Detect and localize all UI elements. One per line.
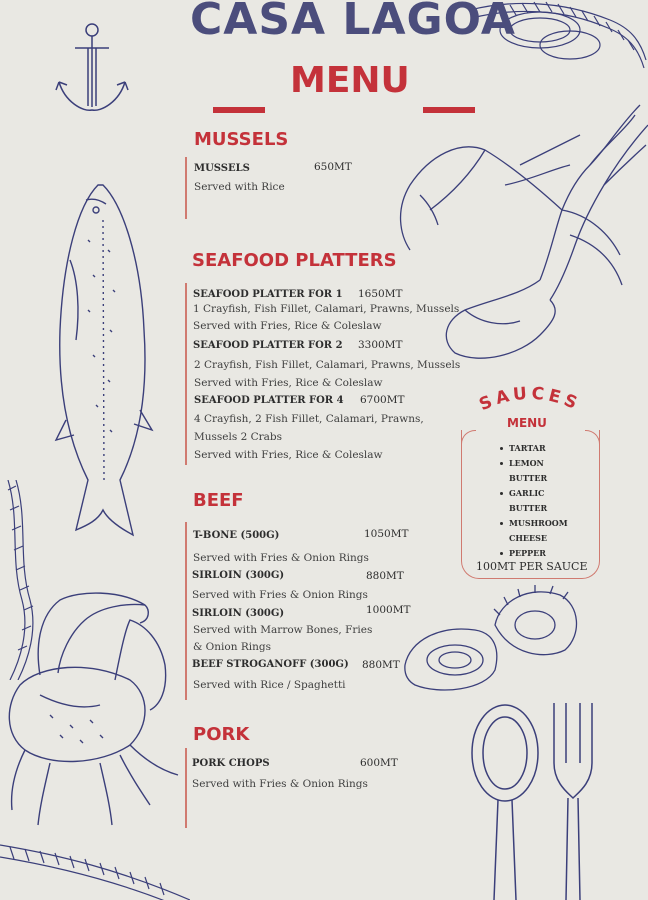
item-price: 6700MT — [360, 394, 405, 406]
menu-title: MENU — [290, 60, 410, 101]
bullet — [500, 552, 503, 555]
item-description: & Onion Rings — [193, 641, 271, 653]
item-name: BEEF STROGANOFF (300G) — [192, 659, 349, 670]
sauces-title-text: SAUCES — [476, 383, 584, 416]
item-description: Served with Fries & Onion Rings — [193, 552, 369, 564]
sauce-item: MUSHROOM — [509, 518, 568, 528]
section-bar — [185, 157, 187, 219]
item-description: Served with Rice / Spaghetti — [193, 679, 346, 691]
item-description: Served with Rice — [194, 181, 285, 193]
item-price: 3300MT — [358, 339, 403, 351]
bullet — [500, 447, 503, 450]
sauce-item: CHEESE — [509, 533, 547, 543]
item-description: Served with Fries, Rice & Coleslaw — [194, 377, 383, 389]
item-price: 1050MT — [364, 528, 409, 540]
section-title-pork: PORK — [193, 724, 250, 745]
item-name: SIRLOIN (300G) — [192, 608, 285, 619]
item-name: PORK CHOPS — [192, 758, 270, 769]
item-price: 650MT — [314, 161, 352, 173]
section-title-mussels: MUSSELS — [194, 129, 289, 150]
sauces-title — [468, 380, 592, 420]
item-description: 1 Crayfish, Fish Fillet, Calamari, Prawns, Mussels — [193, 303, 460, 315]
svg-text:SAUCES — [476, 384, 583, 415]
lobster-icon — [390, 95, 648, 370]
item-name: SIRLOIN (300G) — [192, 570, 285, 581]
item-price: 880MT — [362, 659, 400, 671]
item-description: 4 Crayfish, 2 Fish Fillet, Calamari, Prawns, — [194, 413, 424, 425]
divider — [213, 107, 265, 113]
fish-icon — [48, 180, 158, 550]
divider — [423, 107, 475, 113]
sauce-item: BUTTER — [509, 473, 548, 483]
anchor-icon — [55, 22, 130, 117]
item-description: Mussels 2 Crabs — [194, 431, 283, 443]
section-bar — [185, 748, 187, 828]
item-description: Served with Fries & Onion Rings — [192, 778, 368, 790]
item-price: 1000MT — [366, 604, 411, 616]
item-price: 600MT — [360, 757, 398, 769]
item-name: SEAFOOD PLATTER FOR 4 — [194, 395, 344, 406]
bullet — [500, 492, 503, 495]
item-name: SEAFOOD PLATTER FOR 1 — [193, 289, 343, 300]
restaurant-name: CASA LAGOA — [190, 0, 516, 45]
item-name: T-BONE (500G) — [193, 530, 280, 541]
bullet — [500, 522, 503, 525]
rope-icon — [0, 825, 190, 900]
item-description: Served with Fries, Rice & Coleslaw — [194, 449, 383, 461]
item-description: Served with Fries, Rice & Coleslaw — [193, 320, 382, 332]
bullet — [500, 462, 503, 465]
item-description: Served with Marrow Bones, Fries — [193, 624, 373, 636]
fork-icon — [548, 703, 598, 900]
spoon-icon — [468, 703, 543, 900]
item-price: 880MT — [366, 570, 404, 582]
sauce-item: TARTAR — [509, 443, 546, 453]
sauce-price-note: 100MT PER SAUCE — [476, 560, 588, 573]
oyster-icon — [400, 585, 585, 700]
sauce-item: GARLIC — [509, 488, 545, 498]
section-bar — [185, 283, 187, 465]
item-description: Served with Fries & Onion Rings — [192, 589, 368, 601]
section-title-seafood-platters: SEAFOOD PLATTERS — [192, 250, 397, 271]
item-price: 1650MT — [358, 288, 403, 300]
sauce-item: LEMON — [509, 458, 544, 468]
item-name: MUSSELS — [194, 163, 250, 174]
section-bar — [185, 522, 187, 700]
sauces-subtitle: MENU — [507, 416, 547, 430]
item-name: SEAFOOD PLATTER FOR 2 — [193, 340, 343, 351]
crab-icon — [0, 585, 185, 845]
section-title-beef: BEEF — [193, 490, 244, 511]
sauce-item: PEPPER — [509, 548, 546, 558]
sauce-item: BUTTER — [509, 503, 548, 513]
item-description: 2 Crayfish, Fish Fillet, Calamari, Prawns, Mussels — [194, 359, 461, 371]
